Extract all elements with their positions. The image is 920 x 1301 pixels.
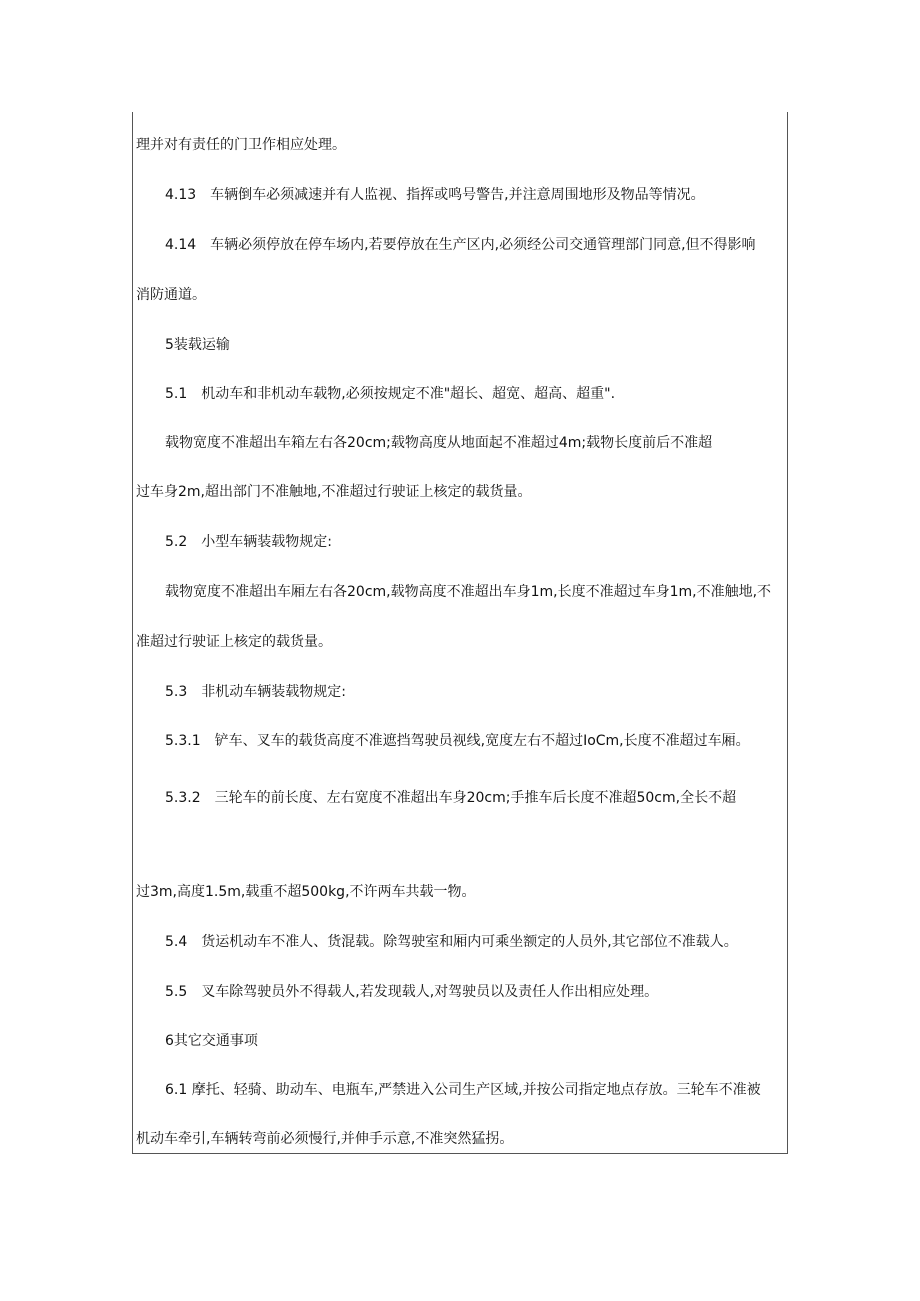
text-line: 4.14 车辆必须停放在停车场内,若要停放在生产区内,必须经公司交通管理部门同意,但不得影响: [165, 237, 756, 253]
text-line: 载物宽度不准超出车厢左右各20cm,载物高度不准超出车身1m,长度不准超过车身1m,不准触地,不: [165, 584, 772, 600]
text-line: 4.13 车辆倒车必须减速并有人监视、指挥或鸣号警告,并注意周围地形及物品等情况。: [165, 187, 705, 203]
text-line: 5.3.2 三轮车的前长度、左右宽度不准超出车身20cm;手推车后长度不准超50cm,全长不超: [165, 790, 737, 806]
section-heading: 5装载运输: [165, 337, 230, 353]
text-line: 载物宽度不准超出车箱左右各20cm;载物高度从地面起不准超过4m;载物长度前后不准超: [165, 435, 713, 451]
text-line: 消防通道。: [136, 287, 206, 303]
text-line: 6.1 摩托、轻骑、助动车、电瓶车,严禁进入公司生产区域,并按公司指定地点存放。三轮车不准被: [165, 1082, 761, 1098]
text-line: 5.3 非机动车辆装载物规定:: [165, 684, 346, 700]
text-line: 5.2 小型车辆装载物规定:: [165, 534, 332, 550]
text-line: 理并对有责任的门卫作相应处理。: [136, 137, 346, 153]
section-heading: 6其它交通事项: [165, 1033, 258, 1049]
text-line: 准超过行驶证上核定的载货量。: [136, 634, 332, 650]
text-line: 过3m,高度1.5m,载重不超500kg,不许两车共载一物。: [136, 884, 476, 900]
text-line: 机动车牵引,车辆转弯前必须慢行,并伸手示意,不准突然猛拐。: [136, 1131, 514, 1147]
text-line: 5.4 货运机动车不准人、货混载。除驾驶室和厢内可乘坐额定的人员外,其它部位不准载人。: [165, 934, 738, 950]
text-line: 5.1 机动车和非机动车载物,必须按规定不准"超长、超宽、超高、超重".: [165, 386, 616, 402]
text-line: 过车身2m,超出部门不准触地,不准超过行驶证上核定的载货量。: [136, 484, 532, 500]
text-line: 5.5 叉车除驾驶员外不得载人,若发现载人,对驾驶员以及责任人作出相应处理。: [165, 984, 659, 1000]
text-line: 5.3.1 铲车、叉车的载货高度不准遮挡驾驶员视线,宽度左右不超过IoCm,长度不准超过车厢。: [165, 733, 750, 749]
